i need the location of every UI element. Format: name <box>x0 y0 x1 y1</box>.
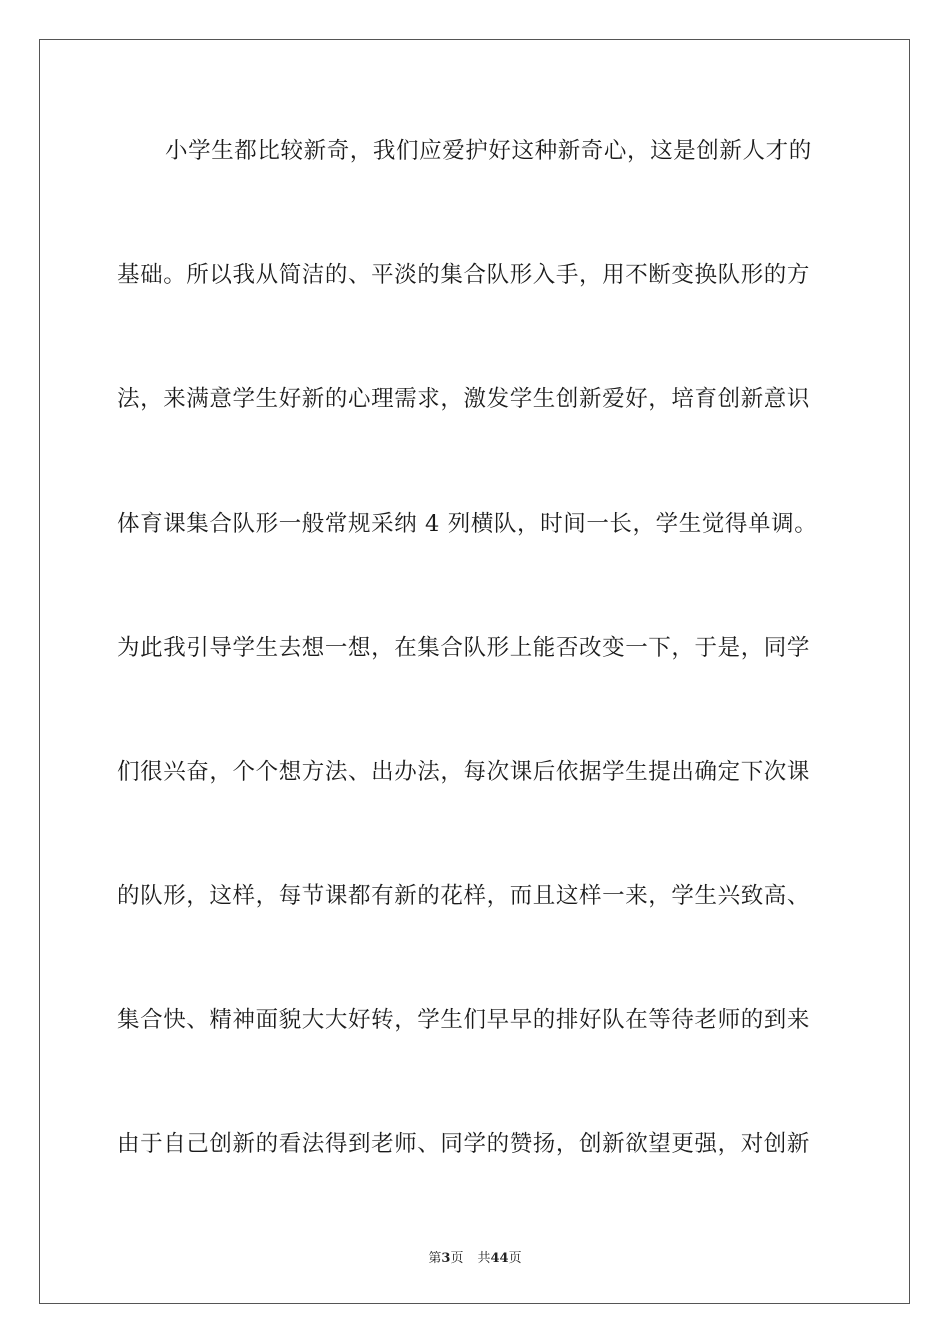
text-line-5: 为此我引导学生去想一想，在集合队形上能否改变一下，于是，同学 <box>117 635 811 661</box>
text-line-1: 小学生都比较新奇，我们应爱护好这种新奇心，这是创新人才的 <box>165 138 812 164</box>
text-line-8: 集合快、精神面貌大大好转，学生们早早的排好队在等待老师的到来 <box>117 1007 811 1033</box>
text-line-6: 们很兴奋，个个想方法、出办法，每次课后依据学生提出确定下次课 <box>117 759 811 785</box>
page-footer <box>0 1247 950 1266</box>
text-line-3: 法，来满意学生好新的心理需求，激发学生创新爱好，培育创新意识 <box>117 386 811 412</box>
page-suffix: 页 <box>450 1251 464 1266</box>
page-border <box>39 39 910 1304</box>
page-prefix: 第 <box>428 1251 442 1266</box>
text-line-4: 体育课集合队形一般常规采纳 4 列横队，时间一长，学生觉得单调。 <box>117 511 818 537</box>
page-number: 3 <box>441 1251 451 1266</box>
text-line-2: 基础。所以我从简洁的、平淡的集合队形入手，用不断变换队形的方 <box>117 262 811 288</box>
text-line-9: 由于自己创新的看法得到老师、同学的赞扬，创新欲望更强，对创新 <box>117 1131 811 1157</box>
total-pages: 44 <box>490 1251 509 1266</box>
text-line-7: 的队形，这样，每节课都有新的花样，而且这样一来，学生兴致高、 <box>117 883 811 909</box>
total-prefix: 共 <box>477 1251 491 1266</box>
total-suffix: 页 <box>508 1251 522 1266</box>
